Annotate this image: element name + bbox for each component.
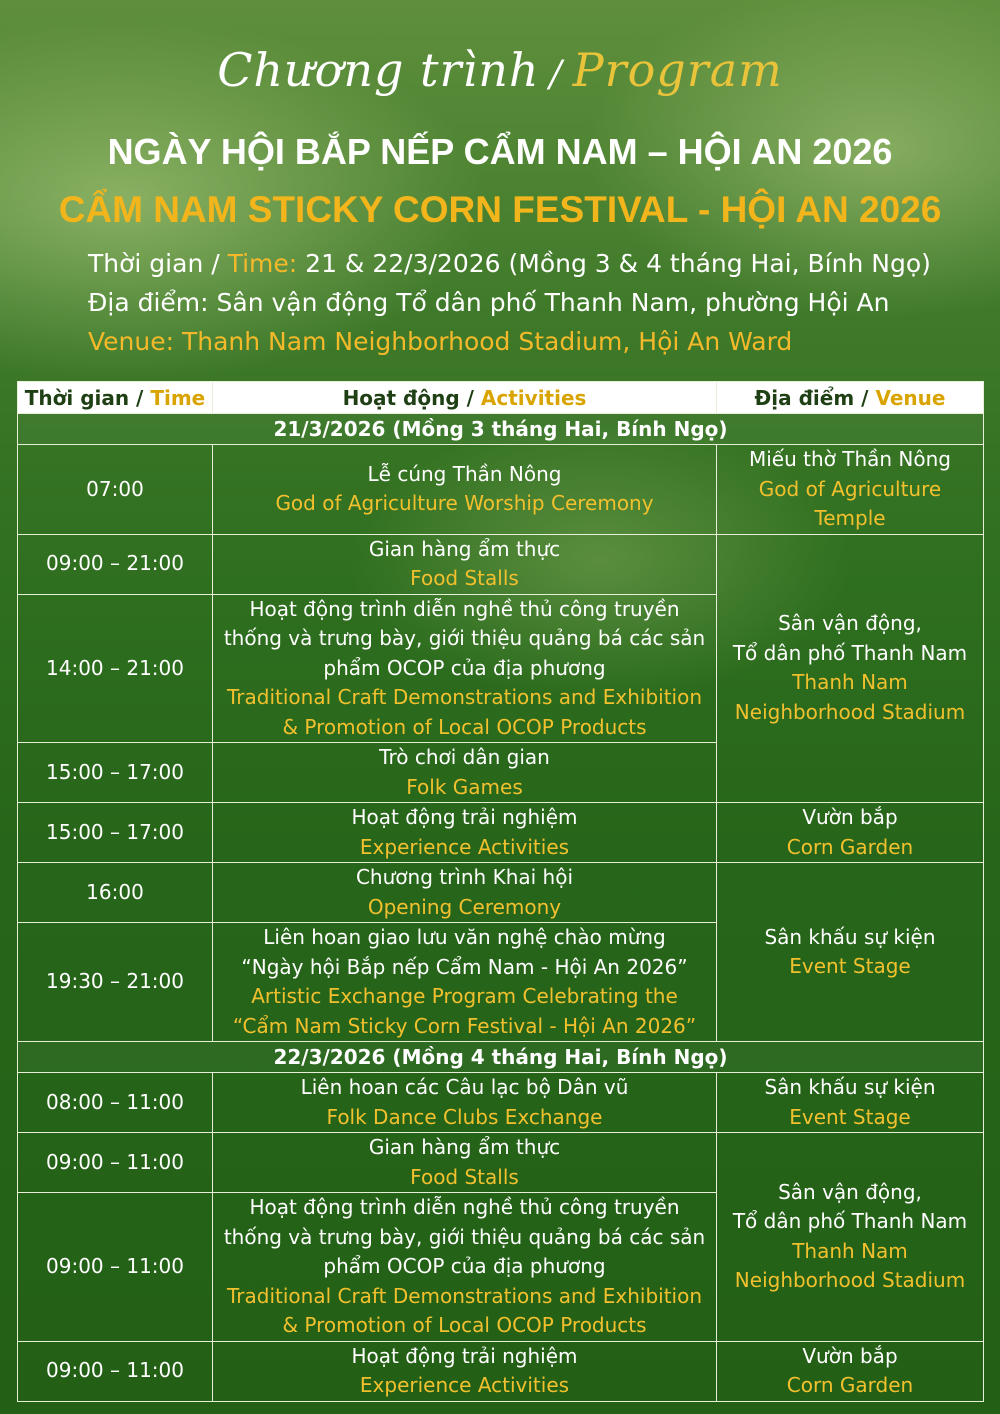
activity-cell: Hoạt động trình diễn nghề thủ công truyền thống và trưng bày, giới thiệu quảng bá các sản phẩm OCOP của địa phương Traditional Craft Demonstrations and Exhibition & Promotion of Local OCOP Products: [213, 1193, 717, 1342]
column-header-activities: Hoạt động / Activities: [213, 382, 717, 414]
activity-cell: Hoạt động trình diễn nghề thủ công truyền thống và trưng bày, giới thiệu quảng bá các sản phẩm OCOP của địa phương Traditional Craft Demonstrations and Exhibition & Promotion of Local OCOP Products: [213, 594, 717, 743]
activity-cell: Hoạt động trải nghiệm Experience Activities: [213, 803, 717, 863]
time-cell: 07:00: [18, 445, 213, 535]
schedule-table: [17, 381, 984, 1402]
time-cell: 09:00 – 11:00: [18, 1341, 213, 1401]
activity-cell: Liên hoan giao lưu văn nghệ chào mừng “Ngày hội Bắp nếp Cẩm Nam - Hội An 2026” Artistic Exchange Program Celebrating the “Cẩm Nam Sticky Corn Festival - Hội An 2026”: [213, 923, 717, 1042]
day-heading: 21/3/2026 (Mồng 3 tháng Hai, Bính Ngọ): [18, 414, 984, 445]
day-heading: 22/3/2026 (Mồng 4 tháng Hai, Bính Ngọ): [18, 1042, 984, 1073]
script-title-en: Program: [572, 43, 783, 97]
activity-cell: Liên hoan các Câu lạc bộ Dân vũ Folk Dance Clubs Exchange: [213, 1073, 717, 1133]
venue-cell: Vườn bắp Corn Garden: [717, 803, 984, 863]
time-cell: 14:00 – 21:00: [18, 594, 213, 743]
activity-cell: Hoạt động trải nghiệm Experience Activities: [213, 1341, 717, 1401]
activity-cell: Gian hàng ẩm thực Food Stalls: [213, 1133, 717, 1193]
venue-cell: Sân khấu sự kiện Event Stage: [717, 1073, 984, 1133]
activity-cell: Chương trình Khai hội Opening Ceremony: [213, 863, 717, 923]
table-row: [18, 1073, 984, 1133]
venue-cell: Sân khấu sự kiện Event Stage: [717, 863, 984, 1042]
table-row: [18, 863, 984, 923]
table-row: [18, 534, 984, 594]
time-cell: 16:00: [18, 863, 213, 923]
venue-cell: Sân vận động, Tổ dân phố Thanh Nam Thanh Nam Neighborhood Stadium: [717, 534, 984, 803]
program-script-title: [0, 40, 1000, 105]
script-title-vi: Chương trình: [217, 43, 540, 97]
column-header-time: Thời gian / Time: [18, 382, 213, 414]
time-value: 21 & 22/3/2026 (Mồng 3 & 4 tháng Hai, Bính Ngọ): [297, 249, 931, 278]
time-cell: 09:00 – 11:00: [18, 1133, 213, 1193]
column-header-venue: Địa điểm / Venue: [717, 382, 984, 414]
activity-cell: Gian hàng ẩm thực Food Stalls: [213, 534, 717, 594]
table-row: [18, 1341, 984, 1401]
time-label-vi: Thời gian /: [88, 249, 228, 278]
time-cell: 15:00 – 17:00: [18, 743, 213, 803]
header: [0, 0, 1000, 375]
table-row: [18, 1133, 984, 1193]
time-cell: 19:30 – 21:00: [18, 923, 213, 1042]
day-row-1: [18, 414, 984, 445]
time-cell: 09:00 – 21:00: [18, 534, 213, 594]
festival-title-vi: NGÀY HỘI BẮP NẾP CẨM NAM – HỘI AN 2026: [107, 131, 893, 172]
venue-cell: Miếu thờ Thần Nông God of Agriculture Temple: [717, 445, 984, 535]
festival-venue-vi: Địa điểm: Sân vận động Tổ dân phố Thanh Nam, phường Hội An: [88, 288, 890, 317]
time-cell: 15:00 – 17:00: [18, 803, 213, 863]
table-row: [18, 445, 984, 535]
activity-cell: Trò chơi dân gian Folk Games: [213, 743, 717, 803]
time-cell: 09:00 – 11:00: [18, 1193, 213, 1342]
day-row-2: [18, 1042, 984, 1073]
table-header-row: [18, 382, 984, 414]
festival-venue-en: Venue: Thanh Nam Neighborhood Stadium, Hội An Ward: [88, 327, 793, 356]
table-row: [18, 803, 984, 863]
time-cell: 08:00 – 11:00: [18, 1073, 213, 1133]
festival-time: [88, 248, 931, 280]
venue-cell: Sân vận động, Tổ dân phố Thanh Nam Thanh Nam Neighborhood Stadium: [717, 1133, 984, 1342]
venue-cell: Vườn bắp Corn Garden: [717, 1341, 984, 1401]
script-title-separator: /: [549, 54, 563, 95]
festival-title-en: CẨM NAM STICKY CORN FESTIVAL - HỘI AN 2026: [58, 189, 942, 230]
time-label-en: Time:: [227, 249, 298, 278]
activity-cell: Lễ cúng Thần Nông God of Agriculture Worship Ceremony: [213, 445, 717, 535]
